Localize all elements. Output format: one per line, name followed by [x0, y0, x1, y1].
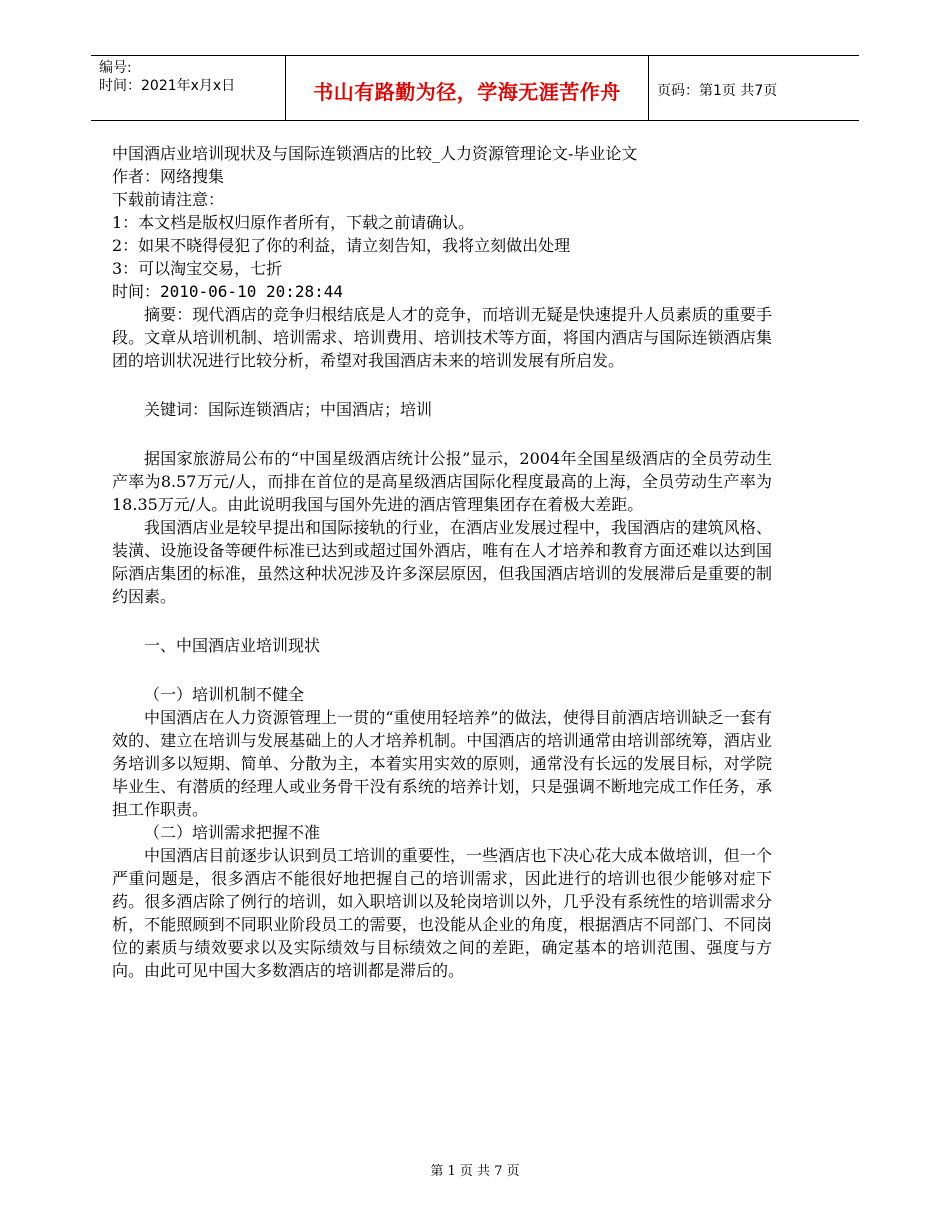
document-time-label: 时间：2021年x月x日 [99, 78, 236, 94]
subsection-paragraph: 中国酒店目前逐步认识到员工培训的重要性，一些酒店也下决心花大成本做培训，但一个严重问题是，很多酒店不能很好地把握自己的培训需求，因此进行的培训也很少能够对症下药。很多酒店除了例行的培训，如入职培训以及轮岗培训以外，几乎没有系统性的培训需求分析，不能照顾到不同职业阶段员工的需要，也没能从企业的角度，根据酒店不同部门、不同岗位的素质与绩效要求以及实际绩效与目标绩效之间的差距，确定基本的培训范围、强度与方向。由此可见中国大多数酒店的培训都是滞后的。 [112, 846, 772, 980]
subsection-heading: （一）培训机制不健全 [144, 685, 305, 704]
intro-paragraph-1: 据国家旅游局公布的“中国星级酒店统计公报”显示，2004年全国星级酒店的全员劳动生产率为8.57万元/人，而排在首位的是高星级酒店国际化程度最高的上海，全员劳动生产率为18.35万元/人。由此说明我国与国外先进的酒店管理集团存在着极大差距。 [112, 449, 772, 514]
header-divider-right [648, 56, 649, 120]
section-heading: 一、中国酒店业培训现状 [144, 636, 321, 655]
intro-paragraph-2: 我国酒店业是较早提出和国际接轨的行业，在酒店业发展过程中，我国酒店的建筑风格、装潢、设施设备等硬件标准已达到或超过国外酒店，唯有在人才培养和教育方面还难以达到国际酒店集团的标准，虽然这种状况涉及许多深层原因，但我国酒店培训的发展滞后是重要的制约因素。 [112, 518, 772, 606]
document-body [112, 142, 772, 982]
keywords-line: 关键词：国际连锁酒店；中国酒店；培训 [144, 400, 433, 419]
header-left-info [99, 59, 235, 95]
spacer [112, 421, 772, 447]
subsection-heading: （二）培训需求把握不准 [144, 823, 321, 842]
spacer [112, 608, 772, 634]
notice-item: 3：可以淘宝交易，七折 [112, 259, 283, 278]
document-title: 中国酒店业培训现状及与国际连锁酒店的比较_人力资源管理论文-毕业论文 [112, 144, 638, 163]
header-motto: 书山有路勤为径，学海无涯苦作舟 [313, 80, 621, 104]
notice-item: 2：如果不晓得侵犯了你的利益，请立刻告知，我将立刻做出处理 [112, 236, 571, 255]
notice-heading: 下载前请注意： [112, 190, 225, 209]
notice-item: 1：本文档是版权归原作者所有，下载之前请确认。 [112, 213, 475, 232]
spacer [112, 372, 772, 398]
document-time: 时间：2010-06-10 20:28:44 [112, 282, 344, 301]
document-number-label: 编号: [99, 60, 132, 76]
header-page-info: 页码：第1页 共7页 [657, 83, 778, 99]
page-footer: 第 1 页 共 7 页 [430, 1164, 520, 1179]
document-author: 作者：网络搜集 [112, 167, 225, 186]
page-header [91, 55, 859, 121]
abstract-paragraph: 摘要：现代酒店的竞争归根结底是人才的竞争，而培训无疑是快速提升人员素质的重要手段。文章从培训机制、培训需求、培训费用、培训技术等方面，将国内酒店与国际连锁酒店集团的培训状况进行比较分析，希望对我国酒店未来的培训发展有所启发。 [112, 305, 772, 370]
subsection-paragraph: 中国酒店在人力资源管理上一贯的“重使用轻培养”的做法，使得目前酒店培训缺乏一套有效的、建立在培训与发展基础上的人才培养机制。中国酒店的培训通常由培训部统筹，酒店业务培训多以短期、简单、分散为主，本着实用实效的原则，通常没有长远的发展目标，对学院毕业生、有潜质的经理人或业务骨干没有系统的培养计划，只是强调不断地完成工作任务，承担工作职责。 [112, 708, 772, 819]
spacer [112, 657, 772, 683]
